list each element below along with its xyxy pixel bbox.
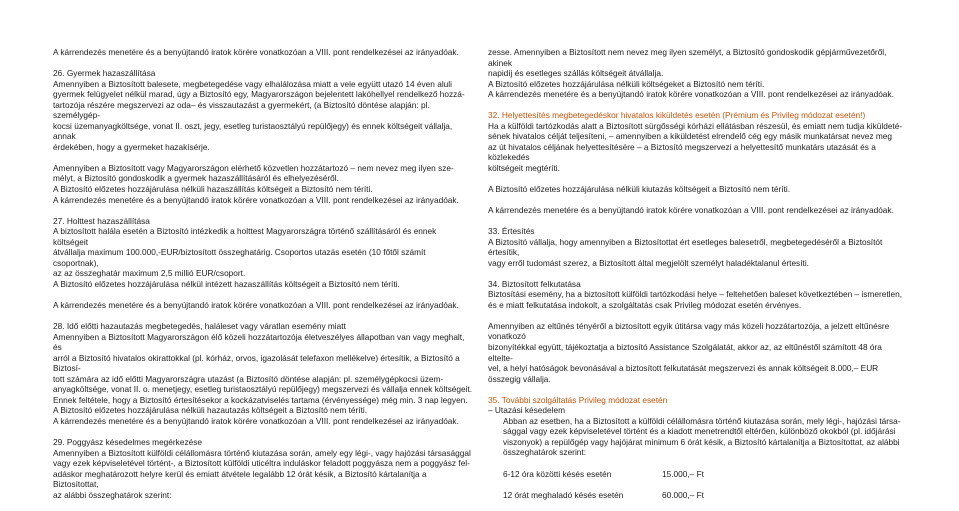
paragraph: Amennyiben a Biztosított vagy Magyarországon elérhető közvetlen hozzátartozó – nem nevez meg ilyen sze- mélyt, a Biztosító gondoskodik a gyermek hazaszállításáról és elhelyezéséről. A Biztosító előzetes hozzájárulása nélküli hazaszállítás költségeit a Biztosító nem téríti. A kárrendezés menetére és a benyújtandó iratok körére vonatkozóan a VIII. pont rendelkezései az irányadóak. [53,162,459,205]
price-label: 12 órát meghaladó késés esetén [503,489,624,500]
paragraph: A Biztosító vállalja, hogy amennyiben a Biztosítottat ért esetleges balesetről, megbetegedéséről a Biztosítót értesítik, vagy erről tudomást szerez, a Biztosított által megjelölt személyt haladéktalanul értesíti. [488,236,883,268]
paragraph: zesse. Amennyiben a Biztosított nem nevez meg ilyen személyt, a Biztosító gondoskodik gépjárművezetőről, akinek napidíj és esetleges szállás költségeit átvállalja. A Biztosító előzetes hozzájárulása nélküli költségeket a Biztosító nem téríti. A kárrendezés menetére és a benyújtandó iratok körére vonatkozóan a VIII. pont rendelkezései az irányadóak. [488,47,894,100]
section-34-title: 34. Biztosított felkutatása [488,278,581,289]
price-value: 60.000,– Ft [662,489,704,500]
section-26-title: 26. Gyermek hazaszállítása [53,68,156,79]
section-29-title: 29. Poggyász késedelmes megérkezése [53,436,202,447]
price-row [503,469,909,480]
paragraph: A Biztosító előzetes hozzájárulása nélküli kiutazás költségeit a Biztosító nem téríti. [488,184,791,195]
left-column [53,47,473,500]
paragraph: Abban az esetben, ha a Biztosított a külföldi célállomásra történő kiutazása során, mely légi-, hajózási társa- sággal vagy ezek képviseletével történt és a kiadott menetrendtől eltérően, különböző okokból (pl. időjárási viszonyok) a repülőgép vagy hajójárat minimum 6 órát késik, a Biztosító kártalanítja a Biztosítottat, az alábbi összeghatárok szerint: [503,415,901,458]
paragraph: A kárrendezés menetére és a benyújtandó iratok körére vonatkozóan a VIII. pont rendelkezései az irányadóak. [53,299,459,310]
right-column [488,47,909,511]
paragraph: Amennyiben a Biztosított külföldi célállomásra történő kiutazása során, amely egy légi-, vagy hajózási társasággal vagy ezek képviseletével történt-, a Biztosított külföldi uticéltra induláskor feladott poggyásza nem a poggyász fel- adáskor meghatározott helyre kerül és emiatt átvétele legalább 12 órát késik, a Biztosító kártalanítja a Biztosítottat, az alábbi összeghatárok szerint: [53,447,471,500]
price-table [488,458,909,511]
paragraph: A kárrendezés menetére és a benyújtandó iratok körére vonatkozóan a VIII. pont rendelkezései az irányadóak. [488,205,894,216]
price-row [503,490,909,501]
list-item: – Utazási késedelem [488,405,566,416]
paragraph: Ha a külföldi tartózkodás alatt a Biztosított sürgősségi kórházi ellátásban részesül, és emiatt nem tudja kiküldeté- sének hivatalos célját teljesíteni, – amennyiben a kiküldetést elrendelő cég egy másik munkatársat nevez meg az út hivatalos céljának helyettesítésére – a Biztosító megszervezi a helyettesítő munkatárs utazását és a közlekedés költségeit megtéríti. [488,120,903,173]
price-label: 6-12 óra közötti késés esetén [503,468,612,479]
paragraph: A kárrendezés menetére és a benyújtandó iratok körére vonatkozóan a VIII. pont rendelkezései az irányadóak. [53,47,459,57]
price-value: 15.000,– Ft [662,468,704,479]
paragraph: A biztosított halála esetén a Biztosító intézkedik a holttest Magyarországra történő szállításáról és ennek költségeit átvállalja maximum 100.000,-EUR/biztosított összeghatárig. Csoportos utazás esetén (10 főtől számít csoportnak), az az összeghatár maximum 2,5 millió EUR/csoport. A Biztosító előzetes hozzájárulása nélkül intézett hazaszállítás költségeit a Biztosító nem téríti. [53,226,437,289]
section-28-title: 28. Idő előtti hazautazás megbetegedés, haláleset vagy váratlan esemény miatt [53,320,346,331]
paragraph: Biztosítási esemény, ha a biztosított külföldi tartózkodási helye – feltehetően baleset következtében – ismeretlen, és e miatt felkutatása indokolt, a szolgáltatás csak Privileg módozat esetén érvényes. [488,289,903,310]
section-32-title: 32. Helyettesítés megbetegedéskor hivatalos kiküldetés esetén (Prémium és Privileg módozat esetén!) [488,110,866,121]
section-35-title: 35. További szolgáltatás Privileg módozat esetén [488,394,668,405]
section-27-title: 27. Holttest hazaszállítása [53,215,150,226]
paragraph: Amennyiben az eltűnés tényéről a biztosított egyik útitársa vagy más közeli hozzátartozója, a jelzett eltűnésre vonatkozó bizonyítékkal együtt, tájékoztatja a biztosító Assistance Szolgálatát, akkor az, az eltűnéstől számított 48 óra eltelte- vel, a helyi hatóságok bevonásával a biztosított felkutatását megszervezi és annak költségeit 8.000,– EUR összegig vállalja. [488,320,890,384]
section-33-title: 33. Értesítés [488,226,535,237]
paragraph: Amennyiben a Biztosított Magyarországon élő közeli hozzátartozója életveszélyes állapotban van vagy meghalt, és arról a Biztosító hivatalos okirattokkal (pl. kórház, orvos, igazolását telefaxon mellékelve) értesítik, a Biztosító a Biztosí- tott számára az idő előtti Magyarországra utazást (a Biztosító döntése alapján: pl. személygépkocsi üzem- anyagköltsége, vonat II. o. menetjegy, esetleg turistaosztályú repülőjegy) megszervezi és vállalja ennek költségeit. Ennek feltétele, hogy a Biztosító értesítésekor a kockázatviselés tartama (érvényessége) még min. 3 nap legyen. A Biztosító előzetes hozzájárulása nélküli hazautazás költségeit a Biztosító nem téríti. A kárrendezés menetére és a benyújtandó iratok körére vonatkozóan a VIII. pont rendelkezései az irányadóak. [53,331,473,426]
paragraph: Amennyiben a Biztosított balesete, megbetegedése vagy elhalálozása miatt a vele együtt utazó 14 éven aluli gyermek felügyelet nélkül marad, úgy a Biztosító egy, Magyarországon bejelentett lakóhellyel rendelkező hozzá- tartozója részére megszervezi az oda– és visszautazást a gyermekért, (a Biztosító döntése alapján: pl. személygép- kocsi üzemanyagköltsége, vonat II. oszt, jegy, esetleg turistaosztályú repülőjegy) és ennek költségeit vállalja, annak érdekében, hogy a gyermeket hazakísérje. [53,78,465,152]
